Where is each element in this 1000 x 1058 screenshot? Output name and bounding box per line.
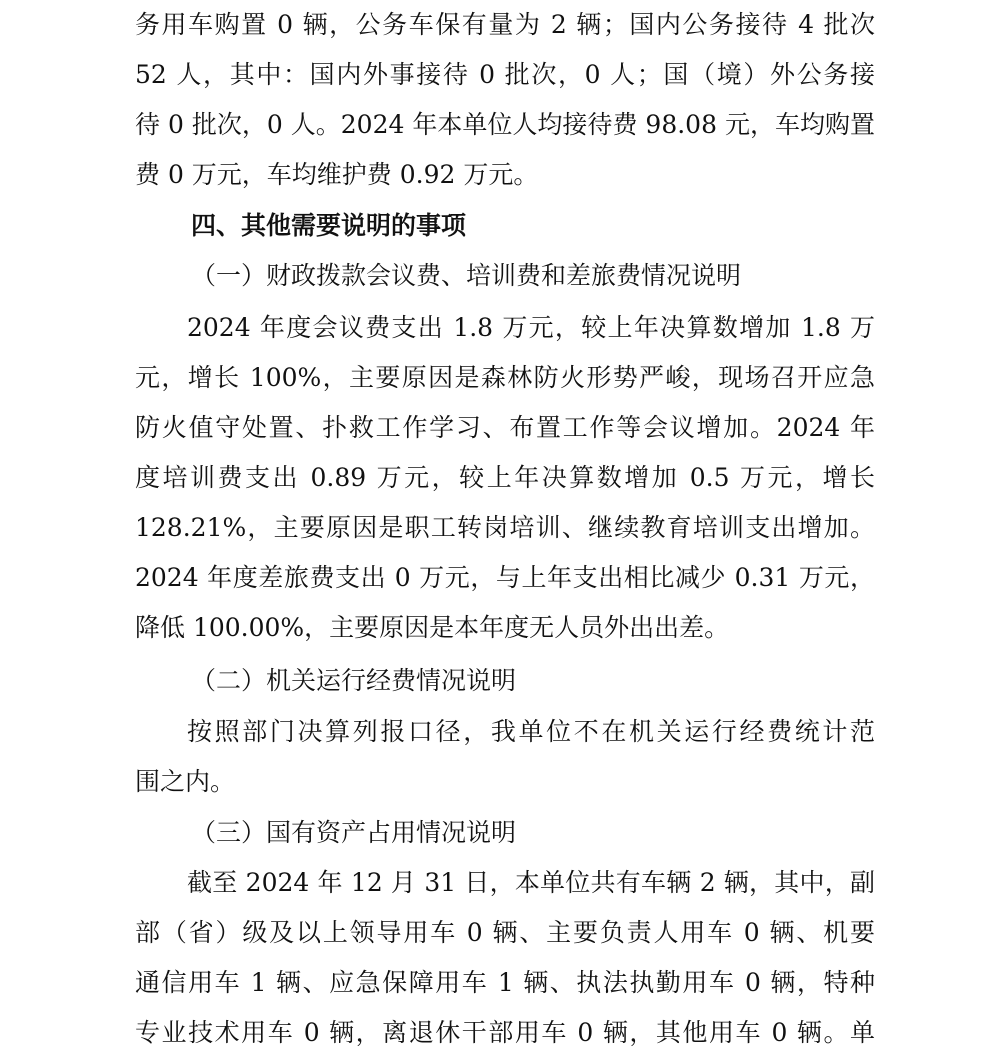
paragraph-line: 防火值守处置、扑救工作学习、布置工作等会议增加。2024 年 <box>135 413 875 442</box>
paragraph-line: 2024 年度差旅费支出 0 万元，与上年支出相比减少 0.31 万元， <box>135 563 875 592</box>
section-heading: 四、其他需要说明的事项 <box>191 211 467 240</box>
subsection-heading: （三）国有资产占用情况说明 <box>191 818 517 847</box>
paragraph-line: 务用车购置 0 辆，公务车保有量为 2 辆；国内公务接待 4 批次 <box>135 10 875 39</box>
paragraph-line: 专业技术用车 0 辆，离退休干部用车 0 辆，其他用车 0 辆。单 <box>135 1018 875 1047</box>
paragraph-line: 费 0 万元，车均维护费 0.92 万元。 <box>135 160 539 189</box>
paragraph-line: 待 0 批次，0 人。2024 年本单位人均接待费 98.08 元，车均购置 <box>135 110 875 139</box>
paragraph-line: 128.21%，主要原因是职工转岗培训、继续教育培训支出增加。 <box>135 513 875 542</box>
subsection-heading: （一）财政拨款会议费、培训费和差旅费情况说明 <box>191 261 742 290</box>
paragraph-line: 按照部门决算列报口径，我单位不在机关运行经费统计范 <box>187 717 875 746</box>
paragraph-line: 围之内。 <box>135 767 236 796</box>
paragraph-line: 元，增长 100%，主要原因是森林防火形势严峻，现场召开应急 <box>135 363 875 392</box>
paragraph-line: 2024 年度会议费支出 1.8 万元，较上年决算数增加 1.8 万 <box>187 313 875 342</box>
paragraph-line: 52 人，其中：国内外事接待 0 批次，0 人；国（境）外公务接 <box>135 60 875 89</box>
paragraph-line: 降低 100.00%，主要原因是本年度无人员外出出差。 <box>135 613 730 642</box>
paragraph-line: 通信用车 1 辆、应急保障用车 1 辆、执法执勤用车 0 辆，特种 <box>135 968 875 997</box>
paragraph-line: 度培训费支出 0.89 万元，较上年决算数增加 0.5 万元，增长 <box>135 463 875 492</box>
paragraph-line: 截至 2024 年 12 月 31 日，本单位共有车辆 2 辆，其中，副 <box>187 868 875 897</box>
paragraph-line: 部（省）级及以上领导用车 0 辆、主要负责人用车 0 辆、机要 <box>135 918 875 947</box>
subsection-heading: （二）机关运行经费情况说明 <box>191 666 517 695</box>
